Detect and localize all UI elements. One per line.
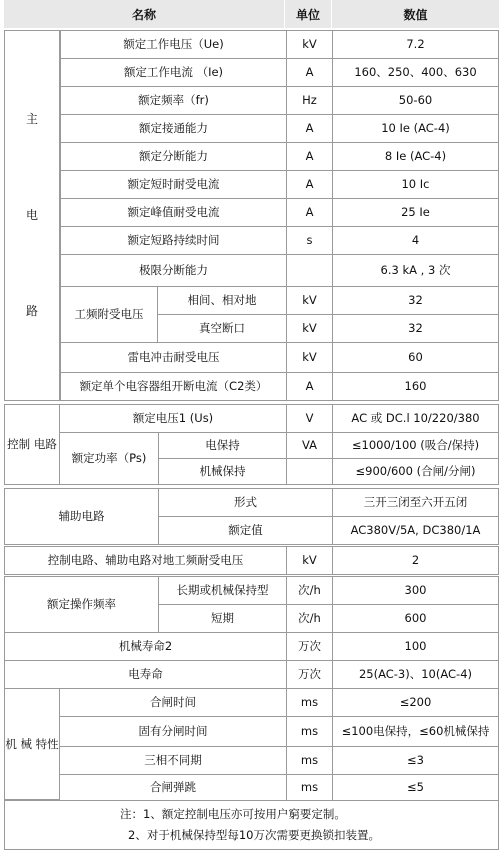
row-name: 合闸弹跳 bbox=[59, 774, 287, 801]
group-char: 电 bbox=[25, 207, 38, 222]
row-value: ≤900/600 (合闸/分闸) bbox=[332, 458, 499, 485]
group-aux-circuit: 辅助电路 bbox=[4, 488, 159, 545]
row-value: 25(AC-3)、10(AC-4) bbox=[332, 660, 499, 689]
row-name: 真空断口 bbox=[157, 314, 287, 343]
row-unit: A bbox=[286, 58, 333, 87]
row-value: 10 Ie (AC-4) bbox=[332, 114, 499, 143]
row-value: 8 Ie (AC-4) bbox=[332, 142, 499, 171]
row-value: AC380V/5A, DC380/1A bbox=[332, 516, 499, 545]
row-name: 短期 bbox=[158, 604, 287, 633]
row-name: 额定分断能力 bbox=[60, 142, 287, 171]
row-unit: 万次 bbox=[286, 632, 333, 661]
row-unit: 次/h bbox=[286, 576, 333, 605]
row-value: AC 或 DC.l 10/220/380 bbox=[332, 404, 499, 433]
group-mechanical: 机 械 特性 bbox=[4, 688, 60, 800]
row-name: 电保持 bbox=[158, 432, 287, 459]
row-unit: A bbox=[286, 114, 333, 143]
row-unit: Hz bbox=[286, 86, 333, 115]
row-name: 长期或机械保持型 bbox=[158, 576, 287, 605]
row-value: 7.2 bbox=[332, 30, 499, 59]
row-unit: ms bbox=[286, 774, 333, 801]
group-control-circuit: 控制 电路 bbox=[4, 404, 60, 485]
row-value: 三开三闭至六开五闭 bbox=[332, 488, 499, 517]
note-line: 2、对于机械保持型每10万次需要更换锁扣装置。 bbox=[128, 828, 380, 842]
row-value: ≤200 bbox=[332, 688, 499, 717]
row-unit: kV bbox=[286, 30, 333, 59]
row-name: 额定峰值耐受电流 bbox=[60, 198, 287, 227]
row-value: 32 bbox=[332, 314, 499, 343]
row-unit: A bbox=[286, 170, 333, 199]
row-unit: ms bbox=[286, 688, 333, 717]
row-value: 160 bbox=[332, 372, 499, 401]
row-name: 额定单个电容器组开断电流（C2类） bbox=[60, 372, 287, 401]
row-name: 形式 bbox=[158, 488, 333, 517]
group-main-circuit bbox=[4, 30, 60, 401]
row-name: 额定接通能力 bbox=[60, 114, 287, 143]
row-name: 相间、相对地 bbox=[157, 286, 287, 315]
row-unit: kV bbox=[286, 342, 333, 373]
header-value: 数值 bbox=[332, 0, 499, 28]
row-value: 160、250、400、630 bbox=[332, 58, 499, 87]
row-name: 控制电路、辅助电路对地工频耐受电压 bbox=[4, 546, 287, 575]
row-name: 额定工作电压（Ue) bbox=[60, 30, 287, 59]
group-char: 路 bbox=[25, 304, 38, 319]
header-unit: 单位 bbox=[285, 0, 331, 28]
row-unit: kV bbox=[286, 286, 333, 315]
row-value: 600 bbox=[332, 604, 499, 633]
row-unit bbox=[286, 254, 333, 287]
row-name: 额定电压1 (Us) bbox=[59, 404, 287, 433]
row-unit: ms bbox=[286, 746, 333, 775]
row-name: 合闸时间 bbox=[59, 688, 287, 717]
row-value: 60 bbox=[332, 342, 499, 373]
header-name: 名称 bbox=[4, 0, 284, 28]
row-name: 雷电冲击耐受电压 bbox=[60, 342, 287, 373]
row-value: ≤3 bbox=[332, 746, 499, 775]
row-unit: A bbox=[286, 372, 333, 401]
row-name: 极限分断能力 bbox=[60, 254, 287, 287]
row-value: 32 bbox=[332, 286, 499, 315]
row-value: 100 bbox=[332, 632, 499, 661]
group-power-frequency: 工频附受电压 bbox=[60, 286, 158, 343]
row-unit: ms bbox=[286, 716, 333, 747]
row-name: 三相不同期 bbox=[59, 746, 287, 775]
row-value: 10 Ic bbox=[332, 170, 499, 199]
row-value: 25 Ie bbox=[332, 198, 499, 227]
row-name: 额定值 bbox=[158, 516, 333, 545]
row-value: 50-60 bbox=[332, 86, 499, 115]
row-name: 额定短时耐受电流 bbox=[60, 170, 287, 199]
row-unit: kV bbox=[286, 314, 333, 343]
row-name: 额定短路持续时间 bbox=[60, 226, 287, 255]
row-value: 2 bbox=[332, 546, 499, 575]
row-value: ≤5 bbox=[332, 774, 499, 801]
row-unit: A bbox=[286, 198, 333, 227]
row-value: ≤100电保持，≤60机械保持 bbox=[332, 716, 499, 747]
note-line: 注：1、额定控制电压亦可按用户窮要定制。 bbox=[120, 807, 346, 821]
row-name: 电寿命 bbox=[4, 660, 287, 689]
row-unit: V bbox=[286, 404, 333, 433]
group-operating-frequency: 额定操作频率 bbox=[4, 576, 159, 633]
row-value: 6.3 kA , 3 次 bbox=[332, 254, 499, 287]
row-unit: A bbox=[286, 142, 333, 171]
row-unit: s bbox=[286, 226, 333, 255]
row-name: 额定频率（fr) bbox=[60, 86, 287, 115]
group-rated-power: 额定功率（Ps) bbox=[59, 432, 159, 485]
row-name: 机械保持 bbox=[158, 458, 287, 485]
group-char: 主 bbox=[25, 111, 38, 126]
row-value: ≤1000/100 (吸合/保持) bbox=[332, 432, 499, 459]
row-unit: kV bbox=[286, 546, 333, 575]
row-name: 固有分闸时间 bbox=[59, 716, 287, 747]
row-unit bbox=[286, 458, 333, 485]
row-value: 300 bbox=[332, 576, 499, 605]
row-value: 4 bbox=[332, 226, 499, 255]
row-unit: VA bbox=[286, 432, 333, 459]
row-name: 机械寿命2 bbox=[4, 632, 287, 661]
notes bbox=[4, 800, 499, 850]
row-unit: 万次 bbox=[286, 660, 333, 689]
row-unit: 次/h bbox=[286, 604, 333, 633]
row-name: 额定工作电流 （Ie) bbox=[60, 58, 287, 87]
